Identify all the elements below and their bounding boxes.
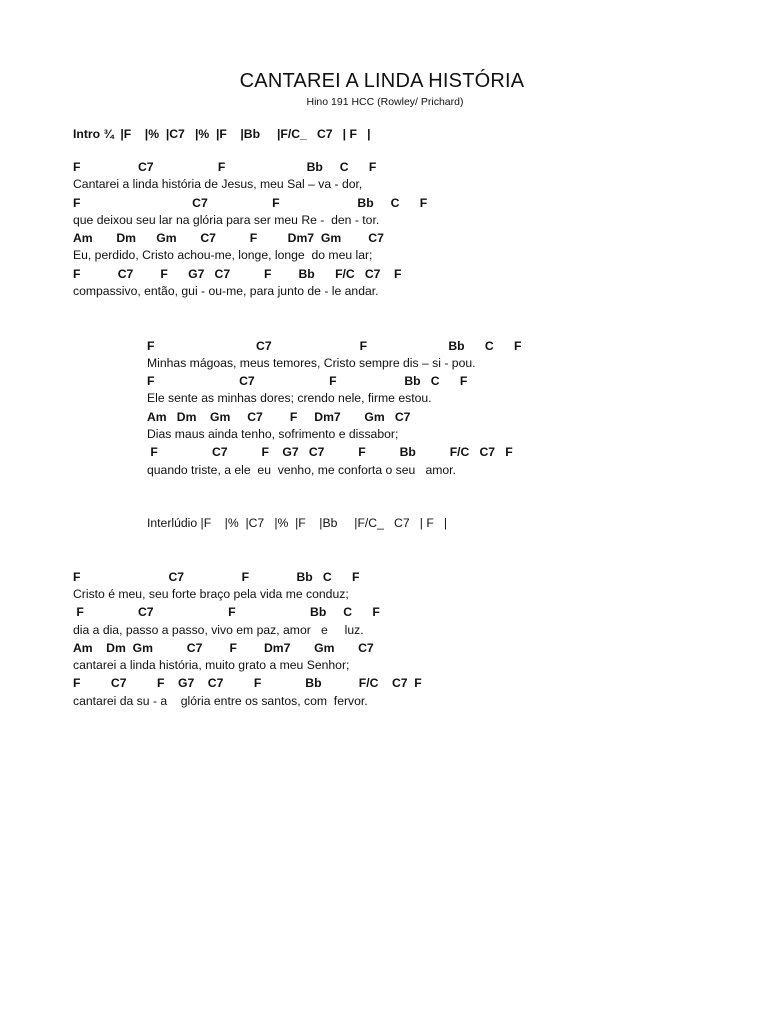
verse1-lyric-line: compassivo, então, gui - ou-me, para junto de - le andar. bbox=[73, 284, 379, 298]
verse3-chord-line: F C7 F Bb C F bbox=[73, 605, 380, 619]
intro-chords: Intro ¾ |F |% |C7 |% |F |Bb |F/C_ C7 | F | bbox=[73, 127, 371, 141]
verse3-lyric-line: cantarei da su - a glória entre os santos, com fervor. bbox=[73, 694, 368, 708]
verse2-lyric-line: Dias maus ainda tenho, sofrimento e dissabor; bbox=[147, 427, 399, 441]
verse2-lyric-line: Minhas mágoas, meus temores, Cristo sempre dis – si - pou. bbox=[147, 356, 476, 370]
verse3-lyric-line: dia a dia, passo a passo, vivo em paz, amor e luz. bbox=[73, 623, 364, 637]
verse2-chord-line: F C7 F G7 C7 F Bb F/C C7 F bbox=[147, 445, 513, 459]
interlude-chords bbox=[147, 517, 447, 529]
verse2-lyric-line: Ele sente as minhas dores; crendo nele, firme estou. bbox=[147, 391, 432, 405]
interlude-text: Interlúdio |F |% |C7 |% |F |Bb |F/C_ C7 | F | bbox=[147, 516, 448, 530]
verse1-chord-line: Am Dm Gm C7 F Dm7 Gm C7 bbox=[73, 231, 384, 245]
verse1-lyric-line: Cantarei a linda história de Jesus, meu Sal – va - dor, bbox=[73, 177, 363, 191]
verse3-chord-line: F C7 F G7 C7 F Bb F/C C7 F bbox=[73, 676, 422, 690]
verse2-lyric-line: quando triste, a ele eu venho, me conforta o seu amor. bbox=[147, 463, 456, 477]
verse3-lyric-line: cantarei a linda história, muito grato a meu Senhor; bbox=[73, 658, 350, 672]
verse1-chord-line: F C7 F Bb C F bbox=[73, 196, 428, 210]
verse2-chord-line: F C7 F Bb C F bbox=[147, 339, 522, 353]
verse1-lyric-line: que deixou seu lar na glória para ser meu Re - den - tor. bbox=[73, 213, 380, 227]
verse1-chord-line: F C7 F G7 C7 F Bb F/C C7 F bbox=[73, 267, 402, 281]
verse1-chord-line: F C7 F Bb C F bbox=[73, 160, 377, 174]
verse3-chord-line: F C7 F Bb C F bbox=[73, 570, 360, 584]
verse2-chord-line: F C7 F Bb C F bbox=[147, 374, 468, 388]
verse1-lyric-line: Eu, perdido, Cristo achou-me, longe, longe do meu lar; bbox=[73, 248, 373, 262]
verse2-chord-line: Am Dm Gm C7 F Dm7 Gm C7 bbox=[147, 410, 411, 424]
verse3-chord-line: Am Dm Gm C7 F Dm7 Gm C7 bbox=[73, 641, 374, 655]
song-subtitle: Hino 191 HCC (Rowley/ Prichard) bbox=[306, 96, 464, 108]
verse3-lyric-line: Cristo é meu, seu forte braço pela vida me conduz; bbox=[73, 587, 349, 601]
song-title: CANTAREI A LINDA HISTÓRIA bbox=[239, 70, 525, 92]
